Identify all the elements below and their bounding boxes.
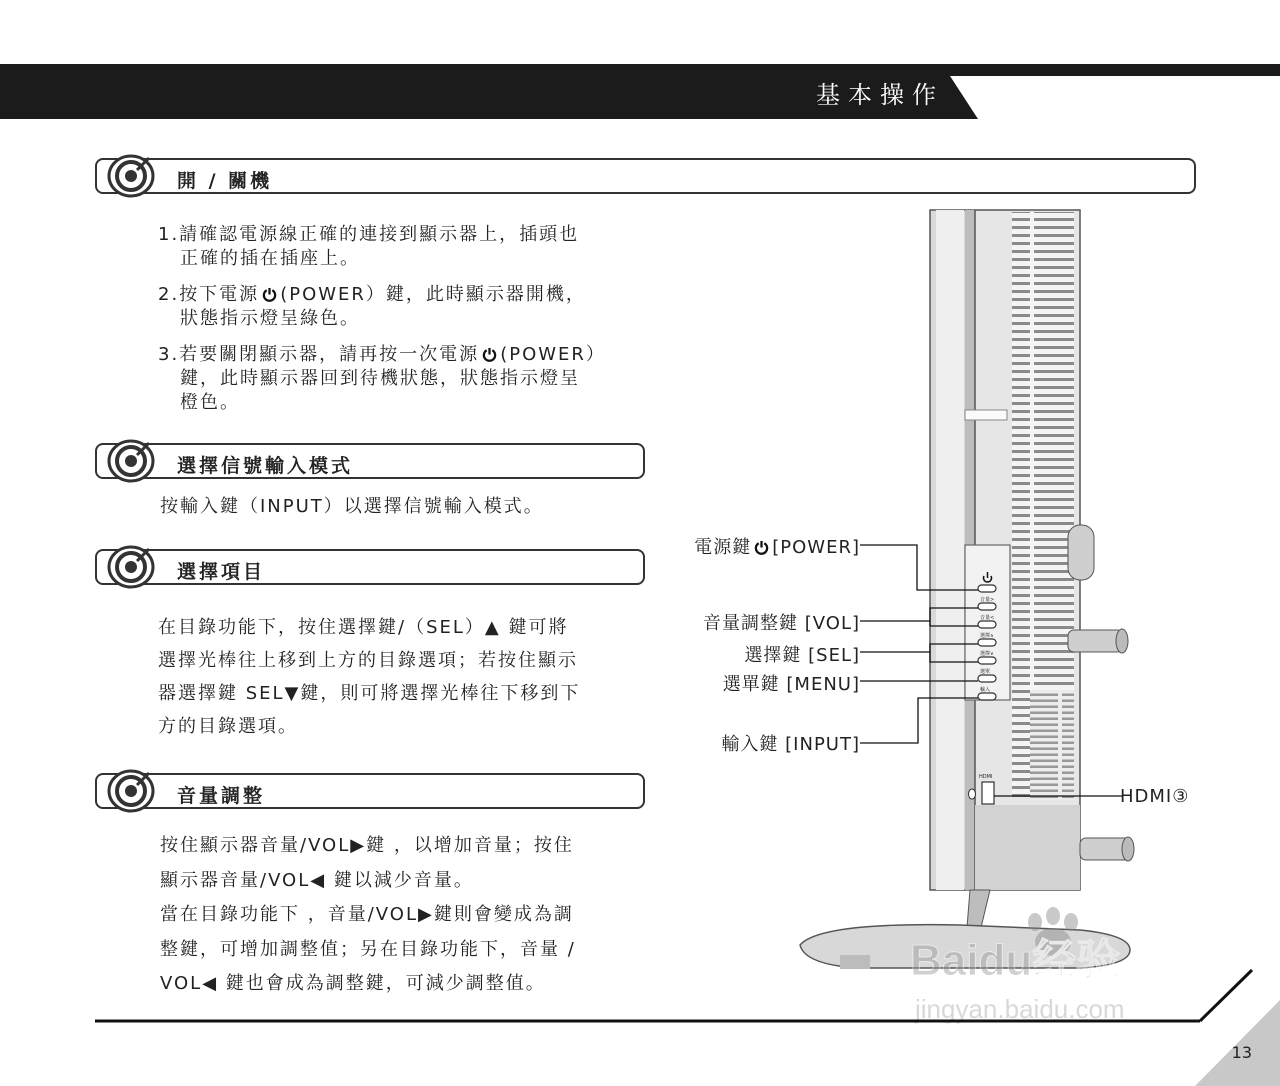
header-bar (0, 64, 1280, 119)
callout-hdmi: HDMI③ (1120, 786, 1190, 807)
callout-power-key: [POWER] (772, 537, 860, 558)
power-icon (482, 347, 497, 362)
select-line: 方的目錄選項。 (158, 716, 298, 737)
step3-line1-a: 3.若要關閉顯示器，請再按一次電源 (158, 344, 480, 365)
select-line: 器選擇鍵 SEL▼鍵，則可將選擇光棒往下移到下 (158, 683, 581, 704)
select-line: 選擇光棒往上移到上方的目錄選項；若按住顯示 (158, 650, 578, 671)
target-icon (107, 439, 155, 483)
select-line: 在目錄功能下，按住選擇鍵/（SEL）▲ 鍵可將 (158, 617, 569, 638)
step3-line3: 橙色。 (180, 392, 240, 413)
page-title: 基本操作 (816, 81, 944, 109)
power-steps (158, 223, 606, 415)
step1-line2: 正確的插在插座上。 (180, 248, 360, 269)
section-title: 音量調整 (177, 785, 266, 807)
page-number: 13 (1231, 1043, 1252, 1062)
section-header-select (95, 549, 645, 585)
power-icon (754, 540, 769, 555)
target-icon (107, 545, 155, 589)
step3-line2: 鍵，此時顯示器回到待機狀態，狀態指示燈呈 (180, 368, 580, 389)
watermark-line2: jingyan.baidu.com (915, 994, 1125, 1024)
volume-line: 當在目錄功能下 ，音量/VOL▶鍵則會變成為調 (160, 904, 574, 925)
panel-button-label: 選擇∧ (980, 633, 994, 639)
panel-button-label: 選單 (980, 669, 991, 675)
panel-button-label: 輸入 (980, 687, 991, 693)
watermark-line1: Baidu经验 (910, 936, 1121, 985)
volume-line: 按住顯示器音量/VOL▶鍵 ，以增加音量；按住 (160, 835, 574, 856)
section-header-power (95, 158, 1196, 194)
callout-power-label: 電源鍵 (694, 537, 752, 558)
callout-sel: 選擇鍵 [SEL] (744, 645, 860, 666)
section-title: 選擇信號輸入模式 (177, 455, 354, 477)
panel-button-label: 音量> (980, 597, 995, 603)
panel-button-label: 選擇∨ (980, 651, 994, 657)
footer-rule (0, 960, 1280, 1086)
callout-power (600, 533, 860, 559)
panel-hdmi-label: HDMI (979, 774, 993, 780)
step2-line2: 狀態指示燈呈綠色。 (180, 308, 360, 329)
section-title: 選擇項目 (177, 561, 266, 583)
callout-input: 輸入鍵 [INPUT] (721, 734, 860, 755)
target-icon (107, 769, 155, 813)
monitor-side-diagram (660, 200, 1220, 1000)
volume-line: 顯示器音量/VOL◀ 鍵以減少音量。 (160, 869, 474, 891)
step3-line1-b: (POWER） (500, 344, 606, 365)
section-header-volume (95, 773, 645, 809)
volume-line: 整鍵，可增加調整值；另在目錄功能下，音量 / (160, 938, 576, 960)
section-title: 開 / 關機 (177, 170, 273, 192)
volume-line: VOL◀ 鍵也會成為調整鍵，可減少調整值。 (160, 973, 546, 994)
callout-vol: 音量調整鍵 [VOL] (703, 613, 860, 634)
target-icon (107, 154, 155, 198)
power-icon (262, 287, 277, 302)
header-white-notch (0, 64, 1280, 119)
input-text: 按輸入鍵（INPUT）以選擇信號輸入模式。 (160, 496, 544, 517)
panel-button-label: 音量< (980, 615, 995, 621)
step2-line1-b: (POWER）鍵，此時顯示器開機， (280, 284, 586, 305)
step1-line1: 1.請確認電源線正確的連接到顯示器上，插頭也 (158, 224, 580, 245)
step2-line1-a: 2.按下電源 (158, 284, 260, 305)
callout-menu: 選單鍵 [MENU] (722, 674, 860, 695)
select-text (158, 611, 580, 743)
section-header-input (95, 443, 645, 479)
